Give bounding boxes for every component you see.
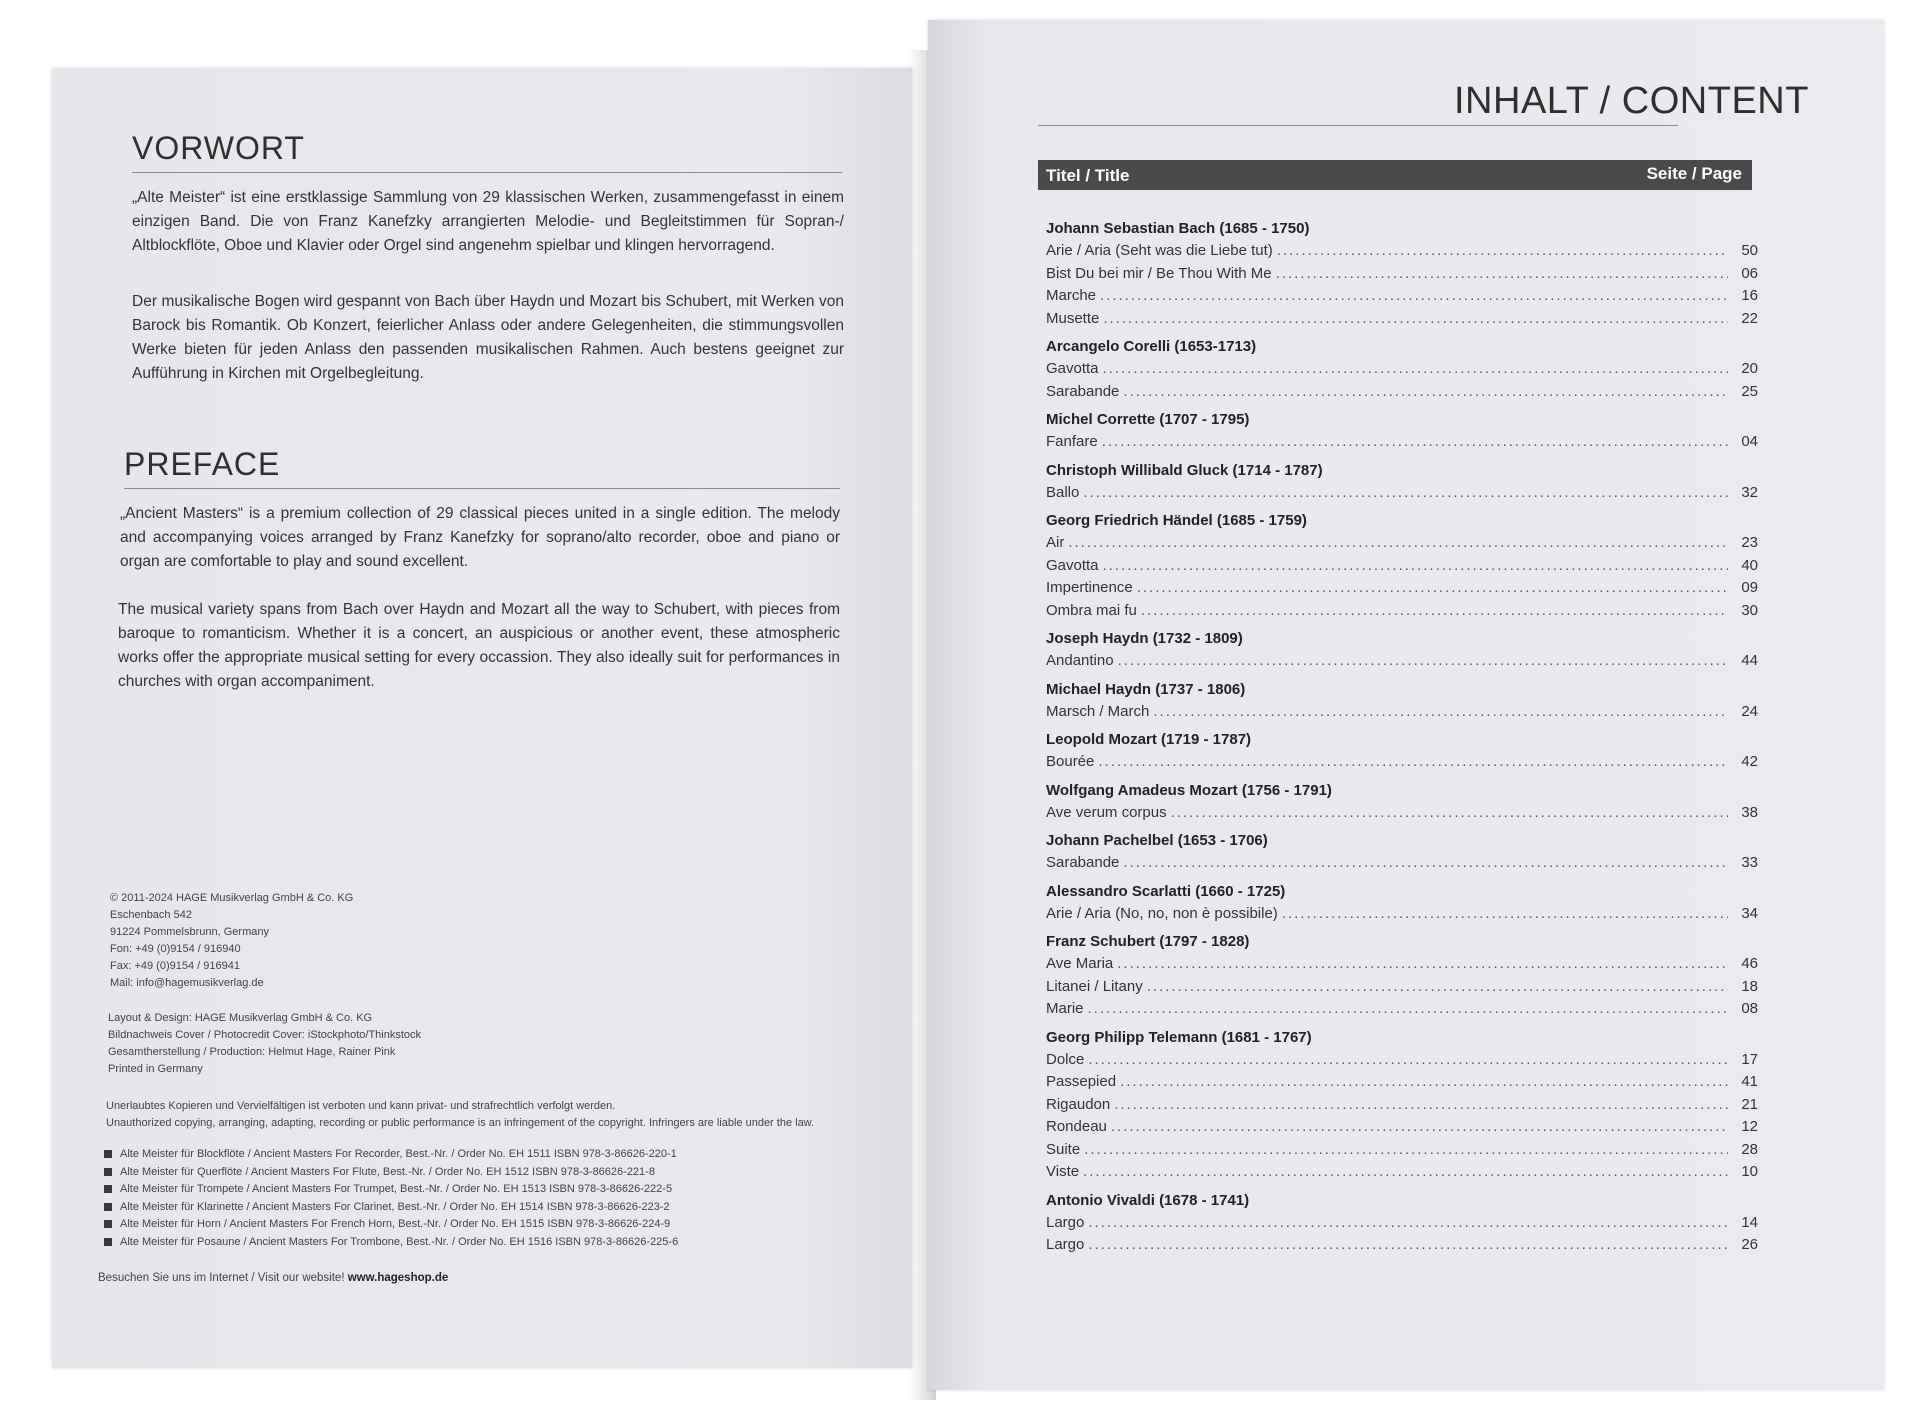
book-list-item: Alte Meister für Klarinette / Ancient Masters For Clarinet, Best.-Nr. / Order No. EH 1514 ISBN 978-3-86626-223-2 (104, 1199, 678, 1217)
book-list (104, 1146, 678, 1251)
toc-entry-title: Rondeau (1046, 1118, 1107, 1135)
toc-entry-page: 18 (1741, 977, 1758, 995)
toc-entry (1046, 577, 1758, 600)
book-list-item: Alte Meister für Horn / Ancient Masters For French Horn, Best.-Nr. / Order No. EH 1515 ISBN 978-3-86626-224-9 (104, 1216, 678, 1234)
toc-dot-leader (1088, 1049, 1728, 1072)
vorwort-rule (132, 172, 842, 173)
toc-entry-page: 21 (1741, 1095, 1758, 1113)
vorwort-paragraph-1: „Alte Meister“ ist eine erstklassige Sammlung von 29 klassischen Werken, zusammengefasst in einem einzigen Band. Die von Franz Kanefzky arrangierten Melodie- und Begleitstimmen für Sopran-/ Altblockflöte, Oboe und Klavier oder Orgel sind angenehm spielbar und klingen hervorragend. (132, 189, 844, 254)
toc-dot-leader (1111, 1116, 1728, 1139)
right-page (928, 20, 1884, 1390)
toc-entry-page: 10 (1741, 1163, 1758, 1180)
toc-dot-leader (1083, 1161, 1728, 1184)
toc-entry-title: Ballo (1046, 483, 1080, 501)
toc-composer-heading: Alessandro Scarlatti (1660 - 1725) (1046, 882, 1286, 900)
content-title: INHALT / CONTENT (1454, 80, 1809, 122)
toc-entry-title: Bourée (1046, 753, 1095, 770)
toc-dot-leader (1171, 802, 1728, 825)
book-list-item: Alte Meister für Trompete / Ancient Masters For Trumpet, Best.-Nr. / Order No. EH 1513 ISBN 978-3-86626-222-5 (104, 1181, 678, 1199)
bullet-square-icon (104, 1238, 112, 1246)
credits-line: Gesamtherstellung / Production: Helmut Hage, Rainer Pink (108, 1046, 396, 1058)
toc-entry-title: Ave Maria (1046, 955, 1114, 972)
credits-line: Bildnachweis Cover / Photocredit Cover: iStockphoto/Thinkstock (108, 1029, 422, 1041)
toc-entry (1046, 1094, 1758, 1117)
toc-entry-title: Marie (1046, 1000, 1084, 1017)
toc-dot-leader (1068, 532, 1728, 555)
toc-dot-leader (1137, 577, 1728, 600)
toc-dot-leader (1100, 285, 1728, 308)
toc-entry-page: 28 (1741, 1140, 1758, 1158)
toc-entry (1046, 953, 1758, 976)
toc-entry-page: 12 (1741, 1118, 1758, 1135)
toc-entry-title: Sarabande (1046, 854, 1120, 871)
preface-heading: PREFACE (124, 446, 281, 482)
toc-entry (1046, 1116, 1758, 1139)
toc-entry (1046, 358, 1758, 381)
toc-composer-heading: Johann Pachelbel (1653 - 1706) (1046, 832, 1268, 849)
toc-entry-title: Gavotta (1046, 360, 1099, 377)
toc-entry-title: Litanei / Litany (1046, 977, 1143, 995)
toc-entry-page: 32 (1741, 483, 1758, 501)
toc-entry (1046, 1049, 1758, 1072)
toc-entry-title: Gavotta (1046, 556, 1099, 574)
toc-entry-title: Musette (1046, 309, 1100, 327)
toc-entry-page: 46 (1741, 955, 1758, 972)
vorwort-paragraph-2: Der musikalische Bogen wird gespannt von Bach über Haydn und Mozart bis Schubert, mit Werken von Barock bis Romantik. Ob Konzert, feierlicher Anlass oder andere Gelegenheiten, die stimmungsvollen Werke bieten für jeden Anlass den passenden musikalischen Rahmen. Auch bestens geeignet zur Aufführung in Kirchen mit Orgelbegleitung. (132, 293, 844, 382)
credits-block (108, 1010, 421, 1078)
toc-entry-title: Marche (1046, 287, 1097, 304)
toc-entry-page: 16 (1741, 287, 1758, 304)
toc-dot-leader (1118, 650, 1728, 673)
toc-composer-heading: Christoph Willibald Gluck (1714 - 1787) (1046, 461, 1323, 479)
toc-composer-heading: Michael Haydn (1737 - 1806) (1046, 680, 1246, 698)
toc-header-bar (1038, 160, 1752, 190)
toc-composer-heading: Johann Sebastian Bach (1685 - 1750) (1046, 220, 1310, 237)
toc-entry-page: 04 (1741, 433, 1758, 450)
toc-entry (1046, 308, 1758, 331)
left-page (52, 68, 912, 1368)
toc-dot-leader (1088, 998, 1728, 1021)
toc-entry-page: 41 (1741, 1073, 1758, 1090)
toc-entry-title: Suite (1046, 1140, 1081, 1158)
credits-line: Layout & Design: HAGE Musikverlag GmbH & Co. KG (108, 1012, 373, 1024)
toc-composer-heading: Arcangelo Corelli (1653-1713) (1046, 338, 1257, 355)
toc-entry (1046, 1071, 1758, 1094)
toc-entry (1046, 240, 1758, 263)
toc-entry (1046, 555, 1758, 578)
toc-dot-leader (1088, 1212, 1728, 1235)
toc-entry-title: Impertinence (1046, 579, 1133, 596)
toc-entry-page: 20 (1741, 360, 1758, 377)
toc-entry-page: 30 (1741, 601, 1758, 619)
toc-entry (1046, 482, 1758, 505)
book-list-item: Alte Meister für Posaune / Ancient Masters For Trombone, Best.-Nr. / Order No. EH 1516 ISBN 978-3-86626-225-6 (104, 1234, 678, 1252)
toc-entry (1046, 1234, 1758, 1257)
toc-entry-title: Dolce (1046, 1050, 1085, 1068)
website-link[interactable]: www.hageshop.de (347, 1272, 449, 1284)
toc-composer-heading: Franz Schubert (1797 - 1828) (1046, 933, 1250, 950)
preface-rule (124, 488, 840, 489)
bullet-square-icon (104, 1168, 112, 1176)
toc-entry-page: 25 (1741, 382, 1758, 400)
toc-dot-leader (1103, 555, 1728, 578)
toc-dot-leader (1083, 482, 1728, 505)
toc-entry (1046, 998, 1758, 1021)
bullet-square-icon (104, 1185, 112, 1193)
toc-entry-title: Andantino (1046, 652, 1114, 669)
toc-entry (1046, 431, 1758, 454)
toc-entry-page: 17 (1741, 1050, 1758, 1068)
toc-dot-leader (1103, 358, 1728, 381)
toc-composer-heading: Wolfgang Amadeus Mozart (1756 - 1791) (1046, 781, 1332, 799)
imprint-line: 91224 Pommelsbrunn, Germany (110, 926, 269, 938)
toc-entry (1046, 701, 1758, 724)
table-of-contents (1046, 212, 1758, 1257)
imprint-line: Eschenbach 542 (110, 909, 192, 921)
toc-entry-page: 50 (1741, 242, 1758, 259)
copyright-block (106, 1098, 814, 1132)
bullet-square-icon (104, 1150, 112, 1158)
toc-dot-leader (1114, 1094, 1728, 1117)
toc-dot-leader (1103, 308, 1728, 331)
toc-entry (1046, 600, 1758, 623)
toc-dot-leader (1141, 600, 1728, 623)
toc-dot-leader (1276, 263, 1728, 286)
toc-dot-leader (1277, 240, 1728, 263)
toc-entry-title: Bist Du bei mir / Be Thou With Me (1046, 264, 1272, 282)
toc-composer-heading: Georg Philipp Telemann (1681 - 1767) (1046, 1028, 1312, 1046)
toc-composer-heading: Michel Corrette (1707 - 1795) (1046, 411, 1250, 428)
toc-dot-leader (1147, 976, 1728, 999)
imprint-line: Fax: +49 (0)9154 / 916941 (110, 960, 240, 972)
toc-entry (1046, 532, 1758, 555)
book-list-item: Alte Meister für Querflöte / Ancient Masters For Flute, Best.-Nr. / Order No. EH 1512 ISBN 978-3-86626-221-8 (104, 1164, 678, 1182)
toc-header-title: Titel / Title (1046, 166, 1130, 185)
preface-paragraph-1: „Ancient Masters“ is a premium collection of 29 classical pieces united in a single edition. The melody and accompanying voices arranged by Franz Kanefzky for soprano/alto recorder, oboe and piano or organ are comfortable to play and sound excellent. (120, 505, 840, 570)
toc-entry-title: Viste (1046, 1163, 1080, 1180)
toc-entry-title: Ombra mai fu (1046, 601, 1137, 619)
toc-entry-page: 08 (1741, 1000, 1758, 1017)
bullet-square-icon (104, 1203, 112, 1211)
imprint-line: Mail: info@hagemusikverlag.de (110, 977, 264, 989)
visit-text: Besuchen Sie uns im Internet / Visit our website! (98, 1272, 345, 1284)
toc-entry (1046, 285, 1758, 308)
toc-entry-page: 38 (1741, 803, 1758, 821)
toc-entry-title: Largo (1046, 1236, 1085, 1253)
preface-paragraph-2: The musical variety spans from Bach over Haydn and Mozart all the way to Schubert, with pieces from baroque to romanticism. Whether it is a concert, an auspicious or another event, these atmospheric works offer the appropriate musical setting for every occassion. They also ideally suit for performances in churches with organ accompaniment. (118, 601, 840, 690)
toc-entry-page: 09 (1741, 579, 1758, 596)
toc-entry-page: 44 (1741, 652, 1758, 669)
imprint-block (110, 890, 353, 992)
toc-entry (1046, 751, 1758, 774)
toc-entry-title: Marsch / March (1046, 702, 1150, 720)
toc-dot-leader (1120, 1071, 1728, 1094)
toc-entry-page: 23 (1741, 534, 1758, 551)
toc-entry-page: 33 (1741, 854, 1758, 871)
toc-dot-leader (1123, 381, 1728, 404)
toc-dot-leader (1117, 953, 1728, 976)
toc-entry-title: Air (1046, 534, 1065, 551)
bullet-square-icon (104, 1220, 112, 1228)
toc-entry-page: 34 (1741, 904, 1758, 922)
toc-entry-title: Arie / Aria (No, no, non è possibile) (1046, 904, 1278, 922)
toc-entry-title: Ave verum corpus (1046, 803, 1167, 821)
toc-entry (1046, 1139, 1758, 1162)
toc-entry-page: 22 (1741, 309, 1758, 327)
toc-entry-title: Arie / Aria (Seht was die Liebe tut) (1046, 242, 1273, 259)
toc-entry (1046, 976, 1758, 999)
visit-website-line (98, 1270, 448, 1287)
toc-entry-title: Fanfare (1046, 433, 1098, 450)
toc-header-page: Seite / Page (1646, 164, 1742, 183)
toc-composer-heading: Antonio Vivaldi (1678 - 1741) (1046, 1191, 1250, 1209)
toc-composer-heading: Leopold Mozart (1719 - 1787) (1046, 731, 1252, 748)
toc-entry (1046, 903, 1758, 926)
toc-entry-title: Rigaudon (1046, 1095, 1111, 1113)
toc-entry (1046, 263, 1758, 286)
toc-entry (1046, 852, 1758, 875)
copyright-line: Unerlaubtes Kopieren und Vervielfältigen ist verboten und kann privat- und strafrechtlich verfolgt werden. (106, 1100, 616, 1112)
toc-dot-leader (1123, 852, 1728, 875)
toc-entry-title: Passepied (1046, 1073, 1117, 1090)
toc-entry-page: 14 (1741, 1213, 1758, 1231)
book-list-item: Alte Meister für Blockflöte / Ancient Masters For Recorder, Best.-Nr. / Order No. EH 1511 ISBN 978-3-86626-220-1 (104, 1146, 678, 1164)
toc-entry-title: Sarabande (1046, 382, 1120, 400)
toc-entry-page: 26 (1741, 1236, 1758, 1253)
toc-dot-leader (1282, 903, 1728, 926)
credits-line: Printed in Germany (108, 1063, 203, 1075)
toc-composer-heading: Georg Friedrich Händel (1685 - 1759) (1046, 512, 1307, 529)
toc-entry (1046, 650, 1758, 673)
copyright-line: Unauthorized copying, arranging, adapting, recording or public performance is an infringement of the copyright. Infringers are liable under the law. (106, 1117, 815, 1129)
toc-dot-leader (1098, 751, 1728, 774)
toc-composer-heading: Joseph Haydn (1732 - 1809) (1046, 630, 1243, 647)
toc-entry-title: Largo (1046, 1213, 1085, 1231)
toc-dot-leader (1153, 701, 1728, 724)
imprint-line: © 2011-2024 HAGE Musikverlag GmbH & Co. KG (110, 892, 354, 904)
toc-entry-page: 40 (1741, 556, 1758, 574)
toc-entry (1046, 802, 1758, 825)
toc-entry (1046, 381, 1758, 404)
toc-entry-page: 24 (1741, 702, 1758, 720)
toc-entry-page: 42 (1741, 753, 1758, 770)
toc-dot-leader (1084, 1139, 1728, 1162)
toc-dot-leader (1088, 1234, 1728, 1257)
imprint-line: Fon: +49 (0)9154 / 916940 (110, 943, 241, 955)
vorwort-heading: VORWORT (132, 130, 305, 166)
toc-entry-page: 06 (1741, 264, 1758, 282)
content-title-rule (1038, 125, 1678, 126)
toc-entry (1046, 1161, 1758, 1184)
toc-entry (1046, 1212, 1758, 1235)
toc-dot-leader (1102, 431, 1728, 454)
